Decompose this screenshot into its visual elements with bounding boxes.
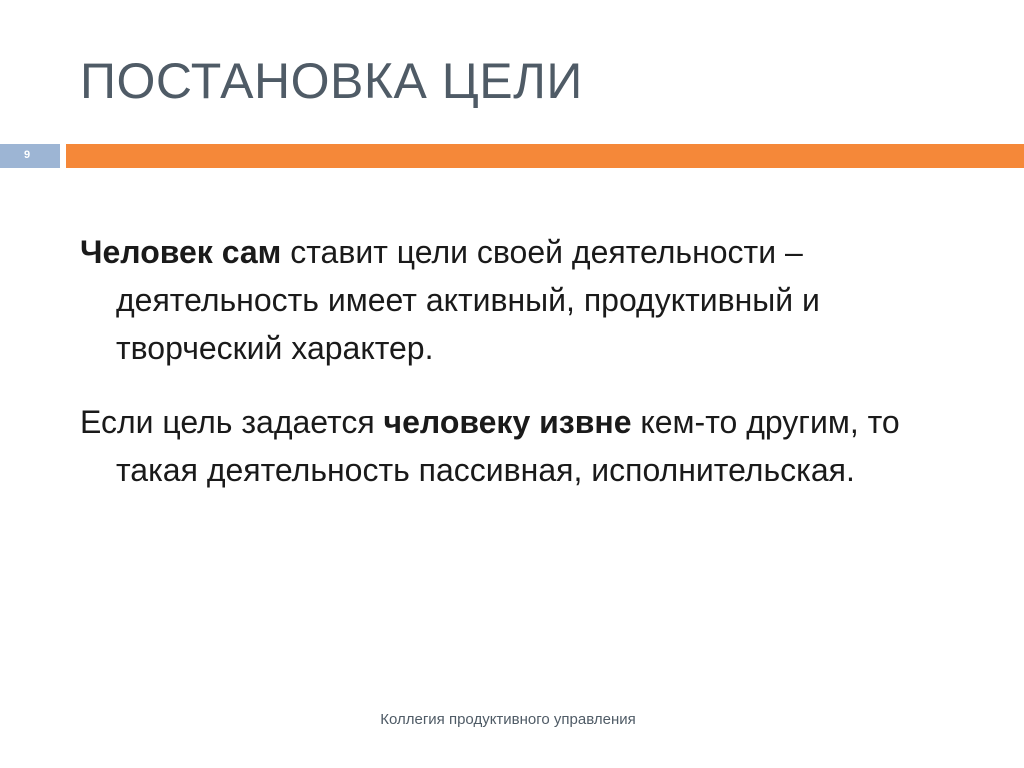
slide-number: 9 [24, 149, 31, 161]
slide-body [80, 228, 970, 520]
slide-title: ПОСТАНОВКА ЦЕЛИ [80, 53, 583, 109]
slide-number-badge [0, 144, 60, 168]
paragraph-external-goal-tail: кем-то другим, то такая деятельность пассивная, исполнительская. [116, 404, 900, 488]
footer-text: Коллегия продуктивного управления [380, 711, 636, 728]
paragraph-self-goal-bold: Человек сам [80, 234, 282, 270]
paragraph-self-goal-text: ставит цели своей деятельности – деятельность имеет активный, продуктивный и творческий характер. [116, 234, 820, 366]
paragraph-self-goal [80, 228, 970, 372]
paragraph-external-goal [80, 398, 970, 494]
accent-bar [66, 144, 1024, 168]
paragraph-external-goal-bold: человеку извне [383, 404, 632, 440]
paragraph-external-goal-lead: Если цель задается [80, 404, 384, 440]
